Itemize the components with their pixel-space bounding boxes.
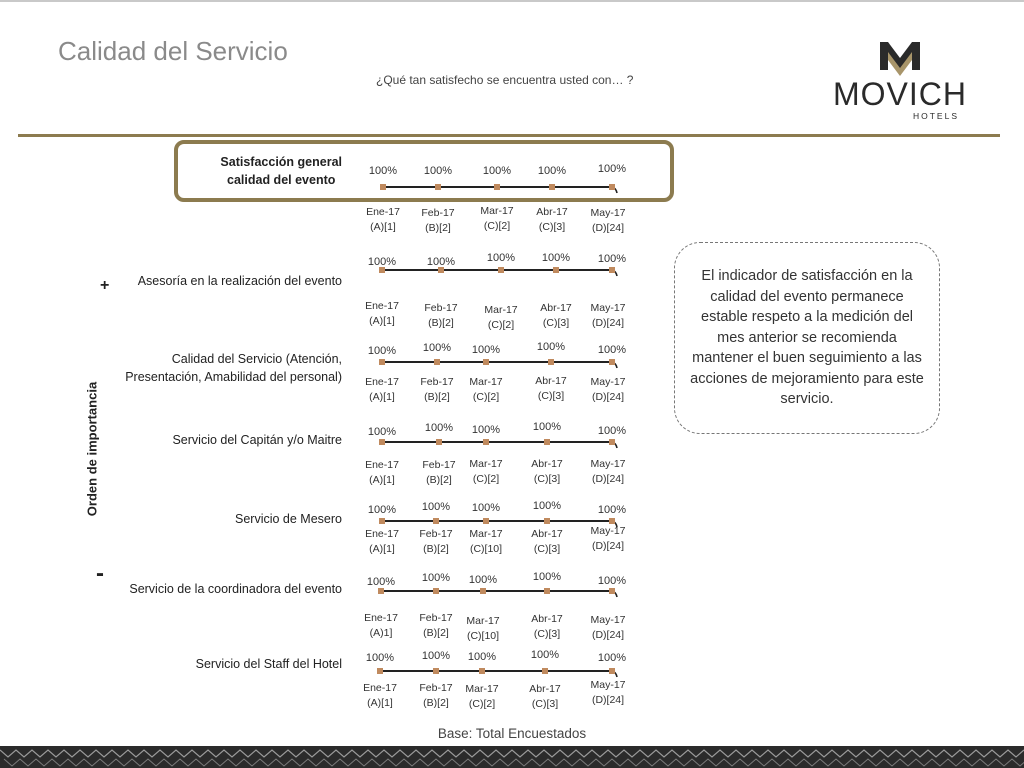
data-point	[553, 267, 559, 273]
x-tick-label: (D)[24]	[591, 473, 625, 485]
x-tick-label: (A)[1]	[369, 315, 395, 327]
data-point	[483, 518, 489, 524]
x-tick-label: (A)[1]	[369, 474, 395, 486]
x-tick-label: Ene-17	[366, 206, 400, 218]
x-tick-label: (C)[3]	[533, 543, 561, 555]
page-title: Calidad del Servicio	[58, 36, 288, 66]
data-label: 100%	[597, 163, 627, 175]
logo-wordmark: MOVICH	[833, 76, 967, 112]
data-label: 100%	[532, 500, 562, 512]
x-tick-label: Mar-17	[480, 205, 514, 217]
data-label: 100%	[597, 504, 627, 516]
data-point	[433, 518, 439, 524]
data-point	[379, 518, 385, 524]
data-label: 100%	[486, 252, 516, 264]
x-tick-label: Ene-17	[365, 376, 399, 388]
data-label: 100%	[426, 256, 456, 268]
x-tick-label: (C)[2]	[472, 473, 500, 485]
data-label: 100%	[597, 652, 627, 664]
question-subtitle: ¿Qué tan satisfecho se encuentra usted con… ?	[376, 73, 634, 87]
x-tick-label: Feb-17	[421, 207, 455, 219]
x-tick-label: (A)[1]	[369, 391, 395, 403]
x-tick-label: Mar-17	[469, 376, 503, 388]
x-tick-label: (C)[2]	[483, 220, 511, 232]
data-label: 100%	[537, 165, 567, 177]
data-point	[544, 518, 550, 524]
row-label-line: Servicio del Capitán y/o Maitre	[172, 433, 342, 447]
footer-pattern	[0, 746, 1024, 768]
x-tick-label: May-17	[590, 458, 626, 470]
x-tick-label: Abr-17	[535, 375, 567, 387]
data-label: 100%	[365, 652, 395, 664]
data-label: 100%	[597, 253, 627, 265]
x-tick-label: Feb-17	[422, 459, 456, 471]
x-tick-label: (C)[2]	[472, 391, 500, 403]
data-point	[436, 439, 442, 445]
data-label: 100%	[367, 345, 397, 357]
x-tick-label: Abr-17	[531, 528, 563, 540]
data-point	[548, 359, 554, 365]
data-point	[433, 588, 439, 594]
x-tick-label: May-17	[590, 207, 626, 219]
base-note: Base: Total Encuestados	[437, 726, 587, 741]
x-tick-label: (A)[1]	[369, 543, 395, 555]
data-point	[480, 588, 486, 594]
data-label: 100%	[467, 651, 497, 663]
data-point	[544, 439, 550, 445]
x-tick-label: (B)[2]	[423, 543, 449, 555]
data-point	[435, 184, 441, 190]
data-label: 100%	[471, 344, 501, 356]
data-point	[609, 518, 615, 524]
data-point	[434, 359, 440, 365]
data-point	[377, 668, 383, 674]
data-label: 100%	[532, 571, 562, 583]
data-label: 100%	[532, 421, 562, 433]
x-tick-label: May-17	[590, 679, 626, 691]
row-label-line: Presentación, Amabilidad del personal)	[125, 370, 342, 384]
data-label: 100%	[367, 256, 397, 268]
row-label-line: Calidad del Servicio (Atención,	[171, 352, 342, 366]
x-tick-label: (A)[1]	[367, 697, 393, 709]
x-tick-label: (A)1]	[369, 627, 393, 639]
x-tick-label: (C)[3]	[533, 473, 561, 485]
x-tick-label: Abr-17	[531, 613, 563, 625]
x-tick-label: (C)[3]	[542, 317, 570, 329]
data-label: 100%	[421, 650, 451, 662]
x-tick-label: (B)[2]	[424, 391, 450, 403]
data-point	[609, 184, 615, 190]
x-tick-label: Feb-17	[419, 682, 453, 694]
data-label: 100%	[597, 344, 627, 356]
x-tick-label: (D)[24]	[591, 629, 625, 641]
data-point	[483, 439, 489, 445]
row-label-line: Satisfacción general	[220, 155, 342, 169]
x-tick-label: Abr-17	[529, 683, 561, 695]
x-tick-label: Ene-17	[365, 459, 399, 471]
data-label: 100%	[367, 504, 397, 516]
x-tick-label: (C)[3]	[538, 221, 566, 233]
x-tick-label: (A)[1]	[370, 221, 396, 233]
x-tick-label: Ene-17	[363, 682, 397, 694]
data-label: 100%	[541, 252, 571, 264]
data-point	[609, 439, 615, 445]
x-tick-label: Mar-17	[469, 458, 503, 470]
data-point	[380, 184, 386, 190]
data-point	[609, 359, 615, 365]
x-tick-label: (B)[2]	[423, 697, 449, 709]
data-point	[483, 359, 489, 365]
x-tick-label: (C)[10]	[469, 543, 503, 555]
data-point	[609, 668, 615, 674]
x-tick-label: (D)[24]	[591, 317, 625, 329]
x-tick-label: (D)[24]	[591, 694, 625, 706]
x-tick-label: Abr-17	[536, 206, 568, 218]
data-label: 100%	[424, 422, 454, 434]
x-tick-label: (C)[2]	[468, 698, 496, 710]
x-tick-label: (D)[24]	[591, 222, 625, 234]
x-tick-label: May-17	[590, 525, 626, 537]
data-label: 100%	[367, 426, 397, 438]
data-label: 100%	[536, 341, 566, 353]
x-tick-label: May-17	[590, 302, 626, 314]
x-tick-label: (D)[24]	[591, 391, 625, 403]
row-label-line: Servicio del Staff del Hotel	[195, 657, 342, 671]
x-tick-label: Ene-17	[364, 612, 398, 624]
x-tick-label: Mar-17	[465, 683, 499, 695]
data-point	[378, 588, 384, 594]
x-tick-label: Feb-17	[420, 376, 454, 388]
x-tick-label: (C)[2]	[487, 319, 515, 331]
x-tick-label: Feb-17	[424, 302, 458, 314]
data-label: 100%	[597, 575, 627, 587]
insight-note-text: El indicador de satisfacción en la calidad del evento permanece estable respeto a la medición del mes anterior se recomienda mantener el buen seguimiento a las acciones de mejoramiento para este servicio.	[690, 268, 924, 408]
x-tick-label: (B)[2]	[425, 222, 451, 234]
x-tick-label: Ene-17	[365, 528, 399, 540]
data-label: 100%	[471, 502, 501, 514]
plus-sign: +	[100, 277, 110, 294]
x-tick-label: Mar-17	[484, 304, 518, 316]
x-tick-label: (B)[2]	[428, 317, 454, 329]
data-label: 100%	[597, 425, 627, 437]
x-tick-label: Abr-17	[540, 302, 572, 314]
data-point	[433, 668, 439, 674]
x-tick-label: (C)[10]	[466, 630, 500, 642]
data-point	[479, 668, 485, 674]
x-tick-label: (C)[3]	[531, 698, 559, 710]
row-label-line: Servicio de la coordinadora del evento	[129, 582, 342, 596]
data-label: 100%	[422, 342, 452, 354]
x-tick-label: Feb-17	[419, 528, 453, 540]
x-tick-label: (B)[2]	[423, 627, 449, 639]
x-tick-label: Abr-17	[531, 458, 563, 470]
data-label: 100%	[423, 165, 453, 177]
x-tick-label: (D)[24]	[591, 540, 625, 552]
x-tick-label: Mar-17	[466, 615, 500, 627]
data-label: 100%	[421, 572, 451, 584]
x-tick-label: Ene-17	[365, 300, 399, 312]
data-point	[544, 588, 550, 594]
data-label: 100%	[366, 576, 396, 588]
data-label: 100%	[421, 501, 451, 513]
x-tick-label: May-17	[590, 376, 626, 388]
data-label: 100%	[471, 424, 501, 436]
data-label: 100%	[530, 649, 560, 661]
x-tick-label: (C)[3]	[537, 390, 565, 402]
minus-sign: -	[96, 560, 104, 587]
data-point	[542, 668, 548, 674]
x-tick-label: (B)[2]	[426, 474, 452, 486]
data-point	[379, 359, 385, 365]
x-tick-label: May-17	[590, 614, 626, 626]
data-point	[609, 588, 615, 594]
x-tick-label: Mar-17	[469, 528, 503, 540]
data-point	[549, 184, 555, 190]
data-point	[609, 267, 615, 273]
logo-subtext: HOTELS	[912, 111, 960, 121]
x-tick-label: (C)[3]	[533, 628, 561, 640]
row-label-line: Servicio de Mesero	[235, 512, 342, 526]
row-label-line: calidad del evento	[227, 173, 336, 187]
data-point	[379, 439, 385, 445]
importance-axis-label: Orden de importancia	[84, 381, 100, 517]
data-point	[498, 267, 504, 273]
data-point	[494, 184, 500, 190]
data-label: 100%	[482, 165, 512, 177]
row-label-line: Asesoría en la realización del evento	[137, 274, 342, 288]
data-label: 100%	[368, 165, 398, 177]
data-label: 100%	[468, 574, 498, 586]
x-tick-label: Feb-17	[419, 612, 453, 624]
